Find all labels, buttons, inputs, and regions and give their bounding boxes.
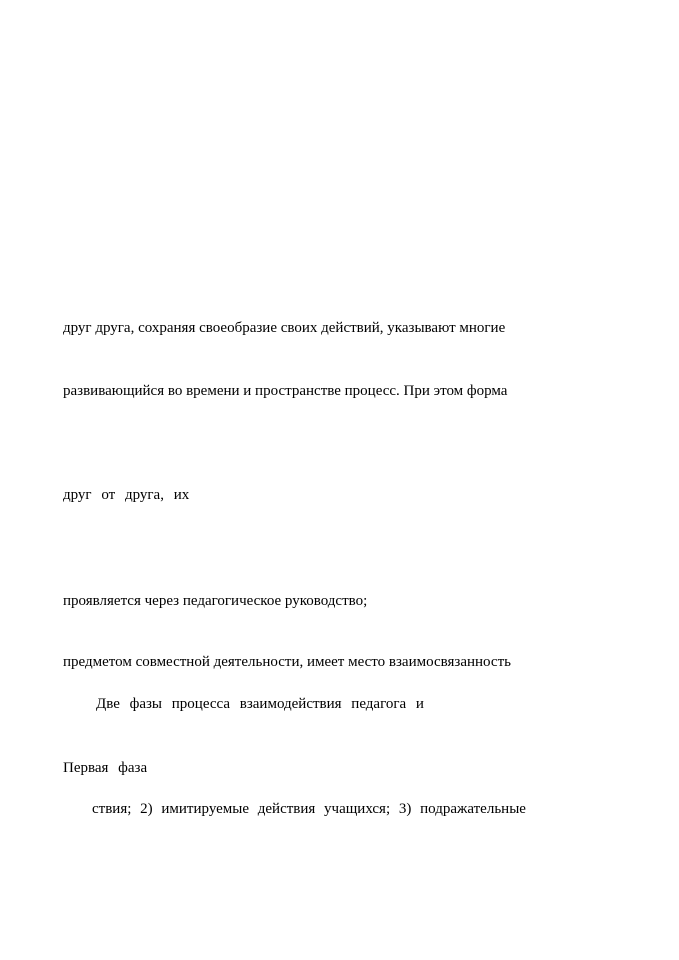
text-line: друг от друга, их (63, 487, 190, 503)
text-line: Две фазы процесса взаимодействия педагога и (96, 696, 424, 712)
text-line: развивающийся во времени и пространстве процесс. При этом форма (63, 383, 508, 399)
text-line: друг друга, сохраняя своеобразие своих действий, указывают многие (63, 320, 506, 336)
text-line: предметом совместной деятельности, имеет место взаимосвязанность (63, 654, 511, 670)
text-line: проявляется через педагогическое руководство; (63, 593, 368, 609)
text-line: Первая фаза (63, 760, 148, 776)
text-line: ствия; 2) имитируемые действия учащихся; 3) подражательные (92, 801, 526, 817)
